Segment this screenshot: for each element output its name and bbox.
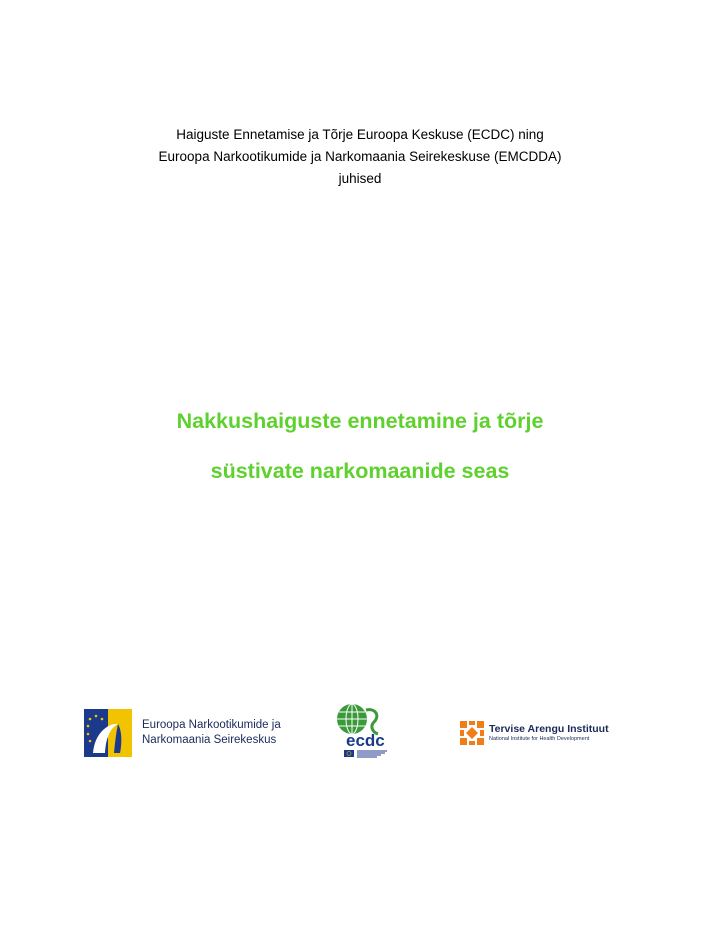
eu-flag-icon [344, 750, 354, 757]
header-line-3: juhised [338, 171, 382, 186]
title-line-2: süstivate narkomaanide seas [210, 459, 510, 483]
emcdda-logo [84, 708, 284, 758]
document-header [0, 124, 720, 190]
tai-logo [460, 718, 610, 748]
header-line-2: Euroopa Narkootikumide ja Narkomaania Seirekeskuse (EMCDDA) [158, 149, 562, 164]
emcdda-emblem-icon [84, 709, 132, 757]
header-line-1: Haiguste Ennetamise ja Tõrje Euroopa Keskuse (ECDC) ning [176, 127, 544, 142]
document-title [0, 405, 720, 487]
emcdda-logo-line-1: Euroopa Narkootikumide ja [142, 719, 281, 731]
emcdda-logo-line-2: Narkomaania Seirekeskus [142, 734, 277, 746]
tai-emblem-icon [460, 721, 484, 745]
ecdc-wordmark: ecdc [346, 731, 385, 750]
emcdda-logo-text [142, 718, 281, 748]
ecdc-globe-icon [337, 704, 378, 734]
tai-logo-subtitle: National Institute for Health Development [489, 736, 590, 742]
title-line-1: Nakkushaiguste ennetamine ja tõrje [176, 409, 544, 433]
tai-logo-text [489, 723, 609, 743]
tai-logo-name: Tervise Arengu Instituut [489, 723, 609, 735]
ecdc-logo [330, 702, 394, 760]
